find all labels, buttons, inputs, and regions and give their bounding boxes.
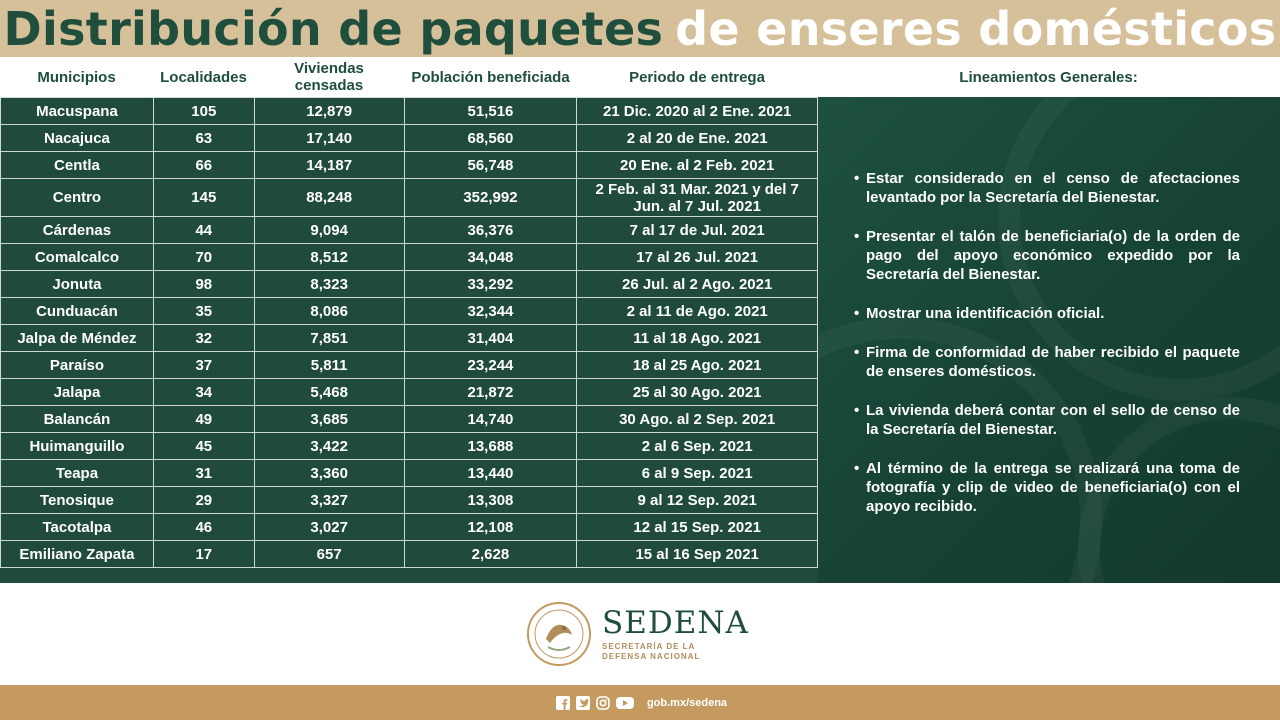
cell-municipio: Emiliano Zapata <box>1 541 154 568</box>
lineamiento-text: Presentar el talón de beneficiaria(o) de la orden de pago del apoyo económico expedido por la Secretaría del Bienestar. <box>866 228 1240 283</box>
table-row <box>1 433 818 460</box>
lineamiento-item <box>854 227 1240 284</box>
header-lineamientos: Lineamientos Generales: <box>959 68 1138 86</box>
cell-poblacion: 36,376 <box>404 217 577 244</box>
cell-localidades: 66 <box>153 152 254 179</box>
lineamientos-list <box>854 169 1240 536</box>
cell-poblacion: 21,872 <box>404 379 577 406</box>
cell-localidades: 37 <box>153 352 254 379</box>
twitter-icon[interactable] <box>576 696 590 710</box>
cell-poblacion: 12,108 <box>404 514 577 541</box>
cell-periodo: 9 al 12 Sep. 2021 <box>577 487 818 514</box>
table-row <box>1 271 818 298</box>
cell-localidades: 32 <box>153 325 254 352</box>
cell-municipio: Jalapa <box>1 379 154 406</box>
cell-municipio: Jalpa de Méndez <box>1 325 154 352</box>
lineamiento-text: Firma de conformidad de haber recibido el paquete de enseres domésticos. <box>866 344 1240 380</box>
lineamiento-text: Mostrar una identificación oficial. <box>866 305 1105 322</box>
cell-municipio: Jonuta <box>1 271 154 298</box>
cell-localidades: 46 <box>153 514 254 541</box>
cell-localidades: 35 <box>153 298 254 325</box>
cell-poblacion: 32,344 <box>404 298 577 325</box>
cell-localidades: 17 <box>153 541 254 568</box>
table-row <box>1 98 818 125</box>
cell-localidades: 63 <box>153 125 254 152</box>
bullet-icon: • <box>854 402 860 419</box>
cell-viviendas: 14,187 <box>254 152 404 179</box>
footer <box>0 685 1280 720</box>
bullet-icon: • <box>854 460 860 477</box>
cell-municipio: Cunduacán <box>1 298 154 325</box>
cell-municipio: Tacotalpa <box>1 514 154 541</box>
cell-periodo: 17 al 26 Jul. 2021 <box>577 244 818 271</box>
cell-poblacion: 56,748 <box>404 152 577 179</box>
table-row <box>1 125 818 152</box>
header-localidades: Localidades <box>160 68 247 86</box>
sedena-logo <box>526 598 756 670</box>
cell-viviendas: 8,512 <box>254 244 404 271</box>
cell-localidades: 49 <box>153 406 254 433</box>
lineamiento-text: Estar considerado en el censo de afectaciones levantado por la Secretaría del Bienestar. <box>866 170 1240 206</box>
cell-poblacion: 23,244 <box>404 352 577 379</box>
cell-viviendas: 3,360 <box>254 460 404 487</box>
cell-viviendas: 3,027 <box>254 514 404 541</box>
social-icons <box>553 696 637 710</box>
cell-poblacion: 352,992 <box>404 179 577 217</box>
table-body <box>1 98 818 568</box>
cell-periodo: 2 al 11 de Ago. 2021 <box>577 298 818 325</box>
cell-viviendas: 3,327 <box>254 487 404 514</box>
cell-viviendas: 8,323 <box>254 271 404 298</box>
table-row <box>1 179 818 217</box>
cell-poblacion: 68,560 <box>404 125 577 152</box>
logo-name: SEDENA <box>602 605 749 641</box>
table-header <box>0 57 1280 97</box>
cell-viviendas: 12,879 <box>254 98 404 125</box>
facebook-icon[interactable] <box>556 696 570 710</box>
table-row <box>1 217 818 244</box>
header-periodo: Periodo de entrega <box>629 68 765 86</box>
cell-localidades: 45 <box>153 433 254 460</box>
cell-localidades: 70 <box>153 244 254 271</box>
footer-url[interactable]: gob.mx/sedena <box>646 696 728 709</box>
logo-subtitle-1: SECRETARÍA DE LA <box>602 642 696 651</box>
table-row <box>1 298 818 325</box>
cell-periodo: 25 al 30 Ago. 2021 <box>577 379 818 406</box>
logo-text <box>602 606 749 662</box>
table-row <box>1 325 818 352</box>
lineamiento-item <box>854 459 1240 516</box>
cell-viviendas: 88,248 <box>254 179 404 217</box>
cell-viviendas: 9,094 <box>254 217 404 244</box>
cell-viviendas: 3,422 <box>254 433 404 460</box>
cell-municipio: Comalcalco <box>1 244 154 271</box>
cell-municipio: Centro <box>1 179 154 217</box>
cell-viviendas: 7,851 <box>254 325 404 352</box>
table-row <box>1 352 818 379</box>
lineamiento-item <box>854 343 1240 381</box>
lineamiento-item <box>854 304 1240 323</box>
cell-poblacion: 34,048 <box>404 244 577 271</box>
cell-periodo: 21 Dic. 2020 al 2 Ene. 2021 <box>577 98 818 125</box>
header-poblacion: Población beneficiada <box>411 68 570 86</box>
cell-poblacion: 51,516 <box>404 98 577 125</box>
cell-periodo: 2 al 20 de Ene. 2021 <box>577 125 818 152</box>
bullet-icon: • <box>854 305 860 322</box>
title-part-1: Distribución de paquetes <box>3 1 664 56</box>
cell-viviendas: 657 <box>254 541 404 568</box>
bullet-icon: • <box>854 344 860 361</box>
cell-localidades: 145 <box>153 179 254 217</box>
cell-periodo: 26 Jul. al 2 Ago. 2021 <box>577 271 818 298</box>
lineamiento-item <box>854 169 1240 207</box>
data-table-container <box>0 97 818 583</box>
cell-poblacion: 13,440 <box>404 460 577 487</box>
cell-municipio: Cárdenas <box>1 217 154 244</box>
table-row <box>1 541 818 568</box>
cell-poblacion: 13,308 <box>404 487 577 514</box>
cell-municipio: Huimanguillo <box>1 433 154 460</box>
cell-municipio: Centla <box>1 152 154 179</box>
youtube-icon[interactable] <box>616 696 634 710</box>
lineamiento-text: Al término de la entrega se realizará una toma de fotografía y clip de video de beneficiaria(o) con el apoyo recibido. <box>866 460 1240 515</box>
bullet-icon: • <box>854 228 860 245</box>
bullet-icon: • <box>854 170 860 187</box>
cell-periodo: 12 al 15 Sep. 2021 <box>577 514 818 541</box>
logo-subtitle-2: DEFENSA NACIONAL <box>602 652 701 661</box>
cell-viviendas: 5,811 <box>254 352 404 379</box>
table-row <box>1 244 818 271</box>
cell-periodo: 15 al 16 Sep 2021 <box>577 541 818 568</box>
cell-viviendas: 17,140 <box>254 125 404 152</box>
cell-municipio: Nacajuca <box>1 125 154 152</box>
cell-poblacion: 31,404 <box>404 325 577 352</box>
header-municipios: Municipios <box>37 68 116 86</box>
cell-periodo: 2 Feb. al 31 Mar. 2021 y del 7 Jun. al 7 Jul. 2021 <box>577 179 818 217</box>
table-row <box>1 406 818 433</box>
title-bar <box>0 0 1280 57</box>
cell-viviendas: 8,086 <box>254 298 404 325</box>
lineamientos-panel <box>818 97 1280 583</box>
cell-poblacion: 14,740 <box>404 406 577 433</box>
cell-viviendas: 3,685 <box>254 406 404 433</box>
cell-localidades: 29 <box>153 487 254 514</box>
cell-municipio: Tenosique <box>1 487 154 514</box>
cell-municipio: Balancán <box>1 406 154 433</box>
cell-periodo: 11 al 18 Ago. 2021 <box>577 325 818 352</box>
cell-periodo: 2 al 6 Sep. 2021 <box>577 433 818 460</box>
cell-localidades: 31 <box>153 460 254 487</box>
lineamiento-item <box>854 401 1240 439</box>
header-viviendas: Viviendas censadas <box>294 60 364 94</box>
instagram-icon[interactable] <box>596 696 610 710</box>
national-seal-icon <box>526 601 592 667</box>
cell-periodo: 7 al 17 de Jul. 2021 <box>577 217 818 244</box>
title-part-2: de enseres domésticos <box>675 1 1277 56</box>
table-row <box>1 152 818 179</box>
data-table <box>0 97 818 568</box>
table-row <box>1 514 818 541</box>
cell-periodo: 30 Ago. al 2 Sep. 2021 <box>577 406 818 433</box>
table-row <box>1 487 818 514</box>
cell-periodo: 20 Ene. al 2 Feb. 2021 <box>577 152 818 179</box>
cell-periodo: 6 al 9 Sep. 2021 <box>577 460 818 487</box>
lineamiento-text: La vivienda deberá contar con el sello de censo de la Secretaría del Bienestar. <box>866 402 1240 438</box>
table-row <box>1 379 818 406</box>
cell-localidades: 34 <box>153 379 254 406</box>
table-row <box>1 460 818 487</box>
cell-poblacion: 33,292 <box>404 271 577 298</box>
cell-poblacion: 13,688 <box>404 433 577 460</box>
cell-periodo: 18 al 25 Ago. 2021 <box>577 352 818 379</box>
cell-municipio: Paraíso <box>1 352 154 379</box>
cell-municipio: Teapa <box>1 460 154 487</box>
cell-localidades: 105 <box>153 98 254 125</box>
cell-viviendas: 5,468 <box>254 379 404 406</box>
cell-poblacion: 2,628 <box>404 541 577 568</box>
cell-localidades: 98 <box>153 271 254 298</box>
cell-municipio: Macuspana <box>1 98 154 125</box>
cell-localidades: 44 <box>153 217 254 244</box>
